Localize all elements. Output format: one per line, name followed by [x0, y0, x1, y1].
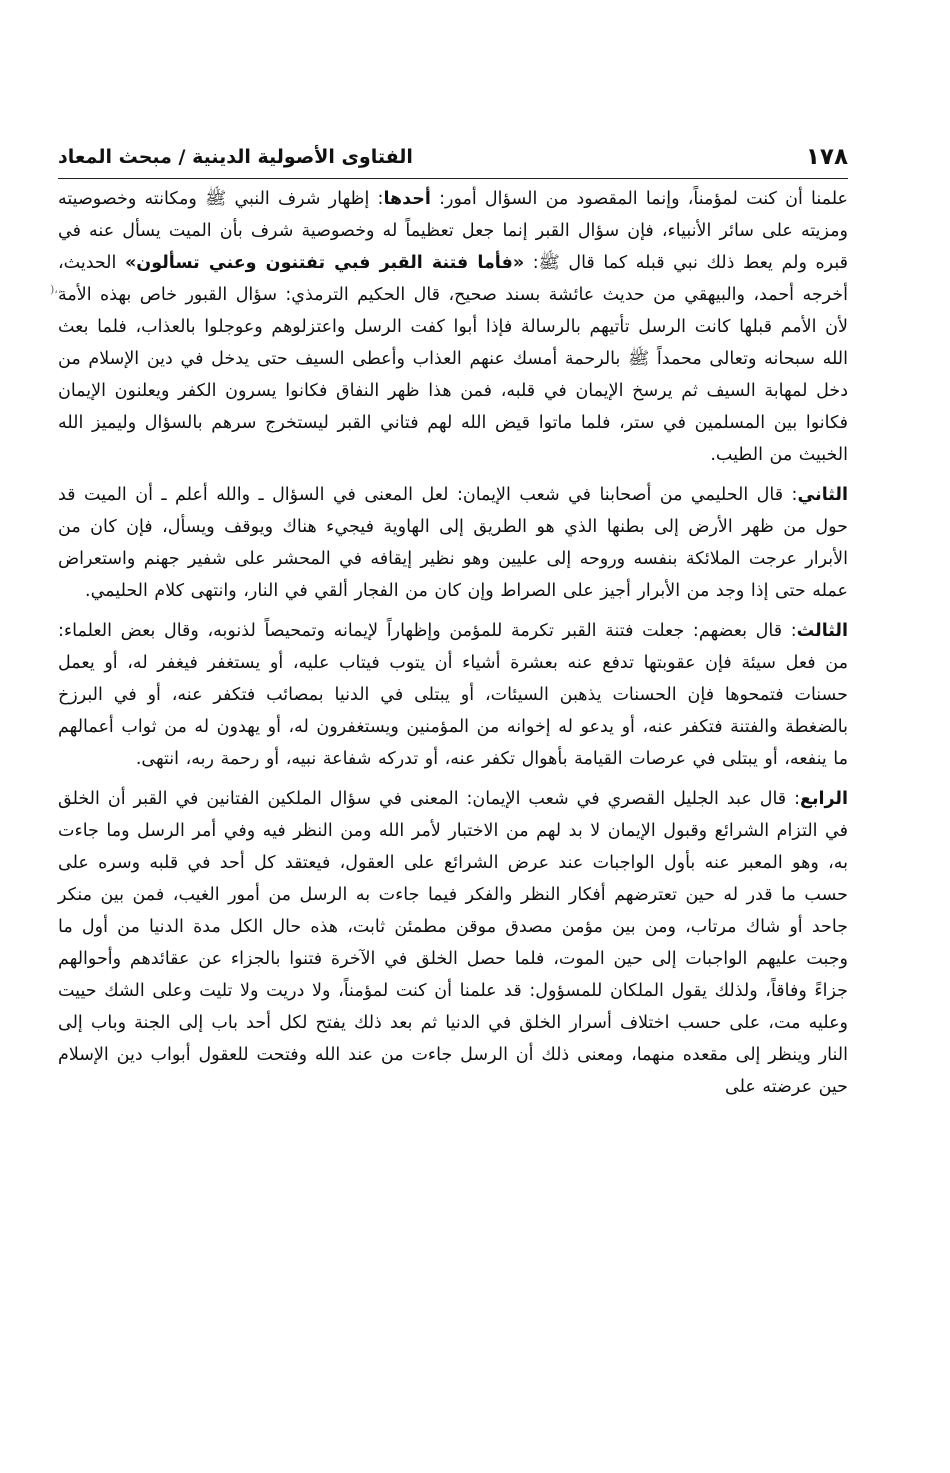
body-text	[58, 183, 848, 1111]
paragraph-1	[58, 183, 848, 471]
paragraph-2	[58, 479, 848, 607]
paragraph-1-text-a: علمنا أن كنت لمؤمناً، وإنما المقصود من السؤال أمور:	[430, 189, 848, 209]
page-number: ١٧٨	[805, 144, 848, 170]
header-rule	[58, 178, 848, 179]
paragraph-1-lead: أحدها	[383, 189, 431, 209]
paragraph-3	[58, 615, 848, 775]
paragraph-4	[58, 783, 848, 1103]
paragraph-2-text: : قال الحليمي من أصحابنا في شعب الإيمان: لعل المعنى في السؤال ـ والله أعلم ـ أن الميت قد حول من ظهر الأرض إلى بطنها الذي هو الطريق إلى الهاوية فيجيء هناك ويوقف ويسأل، فإن كان من الأبرار عرجت الملائكة بنفسه وروحه إلى عليين وهو نظير إيقافه في المحشر على شفير جهنم واستعراض عمله حتى إذا وجد من الأبرار أجيز على الصراط وإن كان من الفجار ألقي في النار، وانتهى كلام الحليمي.	[58, 485, 848, 601]
paragraph-4-lead: الرابع	[800, 789, 848, 809]
paragraph-3-lead: الثالث	[796, 621, 848, 641]
paragraph-1-text-b: : إظهار شرف النبي ﷺ ومكانته وخصوصيته ومزيته على سائر الأنبياء، فإن سؤال القبر إنما جعل تعظيماً له وخصوصية شرف بأن الميت يسأل عنه في قبره ولم يعط ذلك نبي قبله كما قال ﷺ:	[58, 189, 848, 273]
hadith-quote: «فأما فتنة القبر فبي تفتنون وعني تسألون»	[124, 253, 525, 273]
paragraph-1-text-c: الحديث، أخرجه أحمد، والبيهقي من حديث عائشة بسند صحيح، قال الحكيم الترمذي: سؤال القبور خاص بهذه الأمة لأن الأمم قبلها كانت الرسل تأتيهم بالرسالة فإذا أبوا كفت الرسل واعتزلوهم وعوجلوا بالعذاب، فلما بعث الله سبحانه وتعالى محمداً ﷺ بالرحمة أمسك عنهم العذاب وأعطى السيف حتى يدخل في دين الإسلام من دخل لمهابة السيف ثم يرسخ الإيمان في قلبه، فمن هذا ظهر النفاق فكانوا يسرون الكفر ويعلنون الإيمان فكانوا بين المسلمين في ستر، فلما ماتوا قيض الله لهم فتاني القبر ليستخرج سرهم بالسؤال وليميز الله الخبيث من الطيب.	[58, 253, 848, 465]
margin-mark: ،،(	[50, 283, 62, 296]
paragraph-4-text: : قال عبد الجليل القصري في شعب الإيمان: المعنى في سؤال الملكين الفتانين في القبر أن الخلق في التزام الشرائع وقبول الإيمان لا بد لهم من الاختبار لأمر الله ومن النظر فيه وفي أمر الرسل وما جاءت به، وهو المعبر عنه بأول الواجبات عند عرض الشرائع على العقول، فيعتقد كل أحد في قلبه وسره على حسب ما قدر له حين تعترضهم أفكار النظر والفكر فيما جاءت به الرسل من أمور الغيب، فمن بين منكر جاحد أو شاك مرتاب، ومن بين مؤمن مصدق موقن مطمئن ثابت، هذه حال الكل مدة الدنيا من أول ما وجبت عليهم الواجبات إلى حين الموت، فلما حصل الخلق في الآخرة فتنوا بالجزاء عن عقائدهم وأحوالهم جزاءً وفاقاً، ولذلك يقول الملكان للمسؤول: قد علمنا أن كنت لمؤمناً، ولا دريت ولا تليت وعلى الشك حييت وعليه مت، على حسب اختلاف أسرار الخلق في الدنيا ثم بعد ذلك يفتح لكل أحد باب إلى الجنة وباب إلى النار وينظر إلى مقعده منهما، ومعنى ذلك أن الرسل جاءت من عند الله وفتحت للعقول أبواب دين الإسلام حين عرضته على	[58, 789, 848, 1097]
running-header	[58, 140, 848, 174]
paragraph-3-text: : قال بعضهم: جعلت فتنة القبر تكرمة للمؤمن وإظهاراً لإيمانه وتمحيصاً لذنوبه، وقال بعض العلماء: من فعل سيئة فإن عقوبتها تدفع عنه بعشرة أشياء أن يتوب فيتاب عليه، أو يستغفر فيغفر له، أو يعمل حسنات فتمحوها فإن الحسنات يذهبن السيئات، أو يبتلى في الدنيا بمصائب فتكفر عنه، أو في البرزخ بالضغطة والفتنة فتكفر عنه، أو يدعو له إخوانه من المؤمنين ويستغفرون له، أو يهدون له من ثواب أعمالهم ما ينفعه، أو يبتلى في عرصات القيامة بأهوال تكفر عنه، أو تدركه شفاعة نبيه، أو رحمة ربه، انتهى.	[58, 621, 848, 769]
paragraph-2-lead: الثاني	[797, 485, 848, 505]
running-title: الفتاوى الأصولية الدينية / مبحث المعاد	[58, 146, 413, 168]
